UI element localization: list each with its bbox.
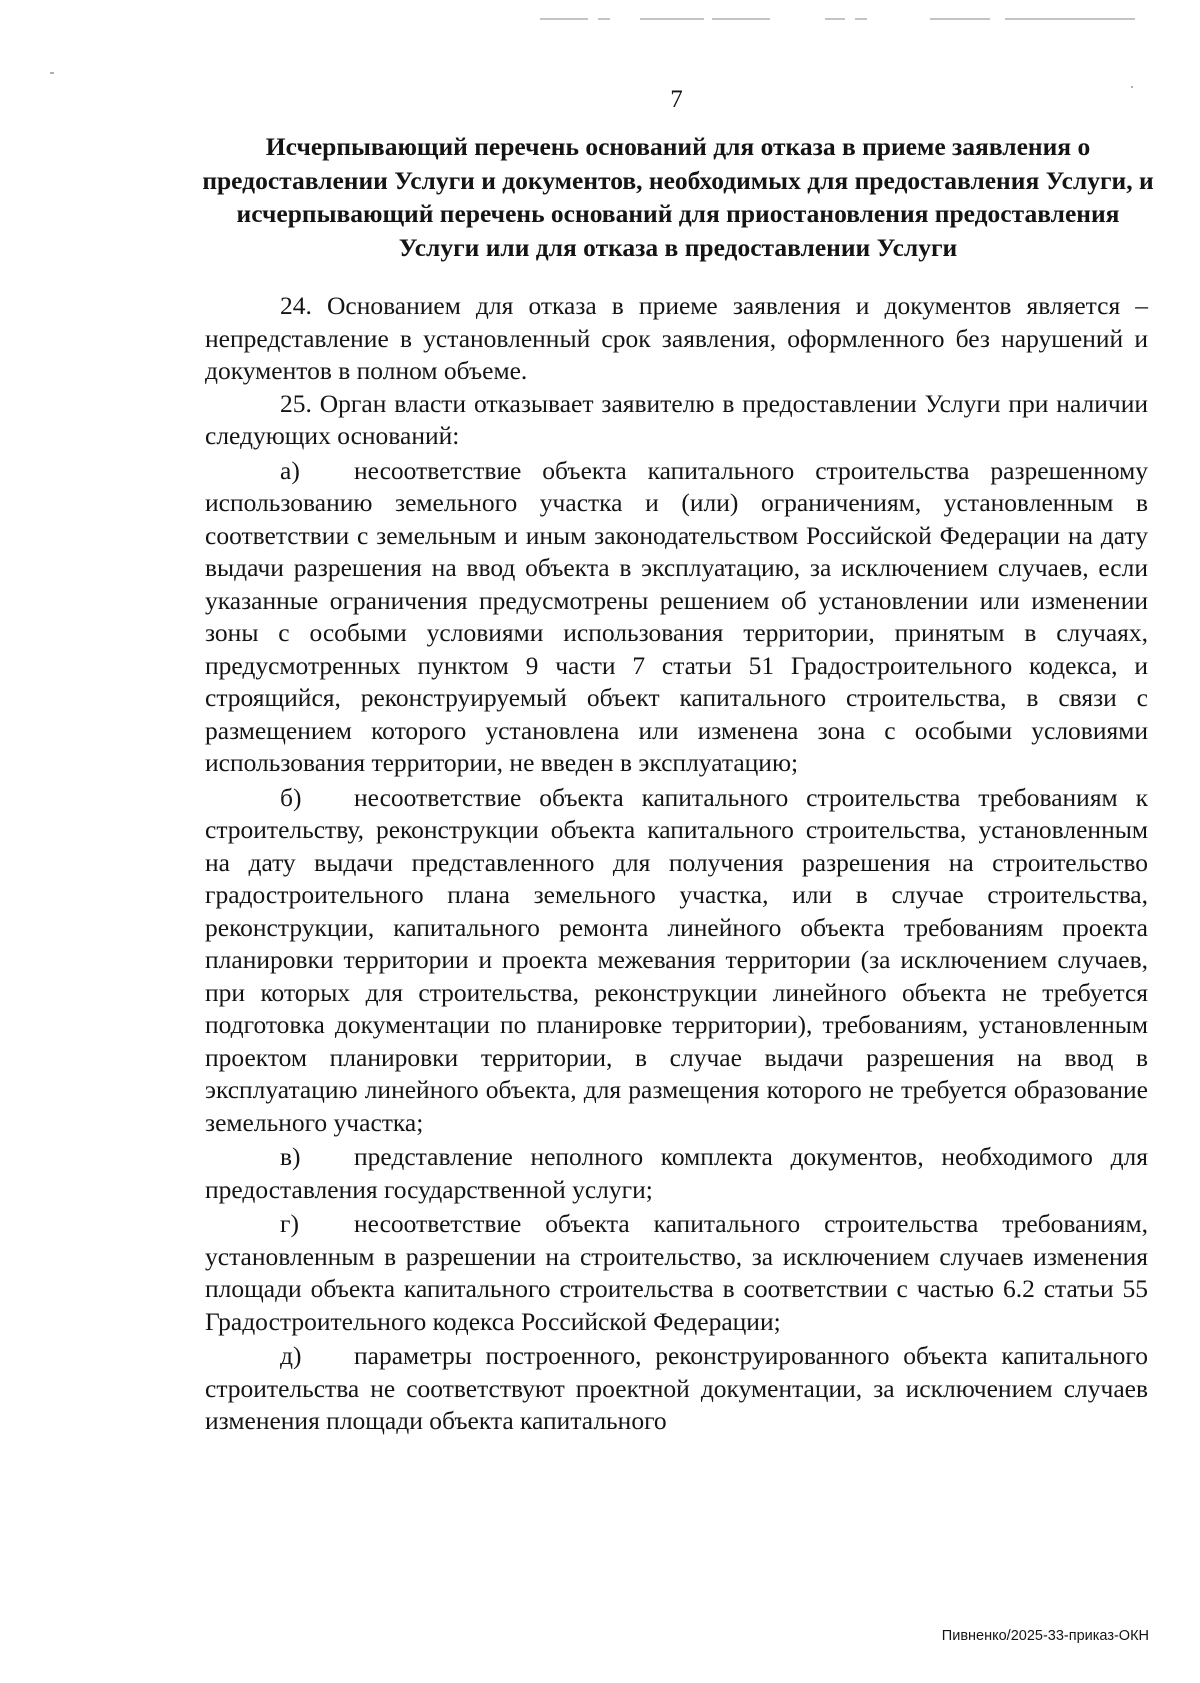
list-item-marker: а) [280, 455, 300, 485]
list-item-marker: г) [280, 1209, 299, 1238]
paragraph-25: 25. Орган власти отказывает заявителю в предоставлении Услуги при наличии следующих оснований: [205, 388, 1148, 450]
list-item-text: несоответствие объекта капитального строительства требованиям, установленным в разрешении на строительство, за исключением случаев изменения площади объекта капитального строительства в соответствии с частью 6.2 статьи 55 Градостроительного кодекса Российской Федерации; [205, 1209, 1148, 1336]
list-item-text: представление неполного комплекта документов, необходимого для предоставления государственной услуги; [205, 1142, 1148, 1204]
list-item-text: несоответствие объекта капитального строительства разрешенному использованию земельного участка и (или) ограничениям, установленным в соответствии с земельным и иным законодательством Российской Федерации на дату выдачи разрешения на ввод объекта в эксплуатацию, за исключением случаев, если указанные ограничения предусмотрены решением об установлении или изменении зоны с особыми условиями использования территории, принятым в случаях, предусмотренных пунктом 9 части 7 статьи 51 Градостроительного кодекса, и строящийся, реконструируемый объект капитального строительства, в связи с размещением которого установлена или изменена зона с особыми условиями использования территории, не введен в эксплуатацию; [205, 455, 1148, 777]
list-item-a [205, 455, 1148, 780]
paragraph-24: 24. Основанием для отказа в приеме заявления и документов является – непредставление в установленный срок заявления, оформленного без нарушений и документов в полном объеме. [205, 291, 1148, 385]
list-item-marker: д) [280, 1341, 302, 1370]
list-item-b [205, 782, 1148, 1140]
document-reference-footer: Пивненко/2025-33-приказ-ОКН [941, 1628, 1149, 1644]
scan-artifact-marks [540, 18, 1180, 22]
list-item-text: несоответствие объекта капитального строительства требованиям к строительству, реконструкции объекта капитального строительства, установленным на дату выдачи представленного для получения разрешения на строительство градостроительного плана земельного участка, или в случае строительства, реконструкции, капитального ремонта линейного объекта требованиям проекта планировки территории и проекта межевания территории (за исключением случаев, при которых для строительства, реконструкции линейного объекта не требуется подготовка документации по планировке территории), требованиям, установленным проектом планировки территории, в случае выдачи разрешения на ввод в эксплуатацию линейного объекта, для размещения которого не требуется образование земельного участка; [205, 782, 1148, 1137]
list-item-g [205, 1208, 1148, 1338]
list-item-text: параметры построенного, реконструированного объекта капитального строительства не соответствуют проектной документации, за исключением случаев изменения площади объекта капитального [205, 1341, 1148, 1435]
scan-speck [50, 72, 54, 74]
list-item-d [205, 1340, 1148, 1438]
list-item-marker: в) [280, 1142, 301, 1171]
section-title: Исчерпывающий перечень оснований для отказа в приеме заявления о предоставлении Услуги и документов, необходимых для предоставления Услуги, и исчерпывающий перечень оснований для приостановления предоставления Услуги или для отказа в предоставлении Услуги [202, 132, 1154, 262]
list-item-v [205, 1141, 1148, 1206]
list-item-marker: б) [280, 782, 302, 812]
document-body [205, 290, 1148, 1438]
page-number: 7 [670, 86, 683, 113]
